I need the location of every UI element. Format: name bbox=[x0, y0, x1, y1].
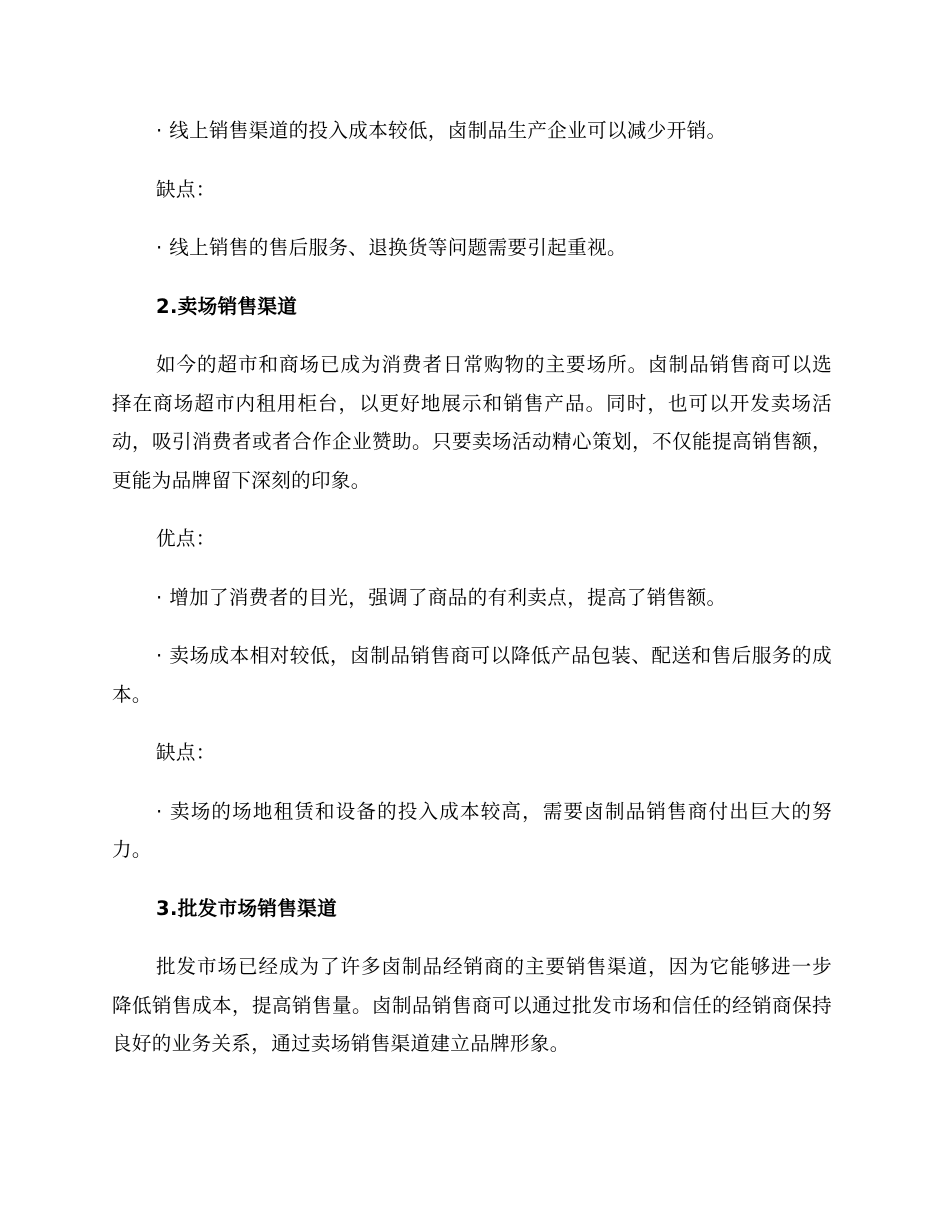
bullet-store-attention: · 增加了消费者的目光，强调了商品的有利卖点，提高了销售额。 bbox=[156, 585, 727, 609]
section-heading-wholesale-channel: 3.批发市场销售渠道 bbox=[156, 896, 337, 920]
bullet-online-aftersales: · 线上销售的售后服务、退换货等问题需要引起重视。 bbox=[156, 236, 627, 259]
bullet-store-cost: · 卖场成本相对较低，卤制品销售商可以降低产品包装、配送和售后服务的成本。 bbox=[112, 644, 832, 706]
bullet-store-rent: · 卖场的场地租赁和设备的投入成本较高，需要卤制品销售商付出巨大的努力。 bbox=[112, 799, 832, 861]
label-disadvantages-2: 缺点： bbox=[156, 741, 216, 764]
label-disadvantages: 缺点： bbox=[156, 177, 216, 201]
section-heading-store-channel: 2.卖场销售渠道 bbox=[156, 294, 298, 318]
label-advantages: 优点： bbox=[156, 527, 216, 550]
paragraph-store-channel: 如今的超市和商场已成为消费者日常购物的主要场所。卤制品销售商可以选择在商场超市内租用柜台，以更好地展示和销售产品。同时，也可以开发卖场活动，吸引消费者或者合作企业赞助。只要卖场活动精心策划，不仅能提高销售额，更能为品牌留下深刻的印象。 bbox=[112, 353, 832, 492]
bullet-online-cost: · 线上销售渠道的投入成本较低，卤制品生产企业可以减少开销。 bbox=[156, 119, 727, 142]
document-body bbox=[112, 112, 832, 1064]
paragraph-wholesale-channel: 批发市场已经成为了许多卤制品经销商的主要销售渠道，因为它能够进一步降低销售成本，提高销售量。卤制品销售商可以通过批发市场和信任的经销商保持良好的业务关系，通过卖场销售渠道建立品牌形象。 bbox=[112, 955, 832, 1055]
